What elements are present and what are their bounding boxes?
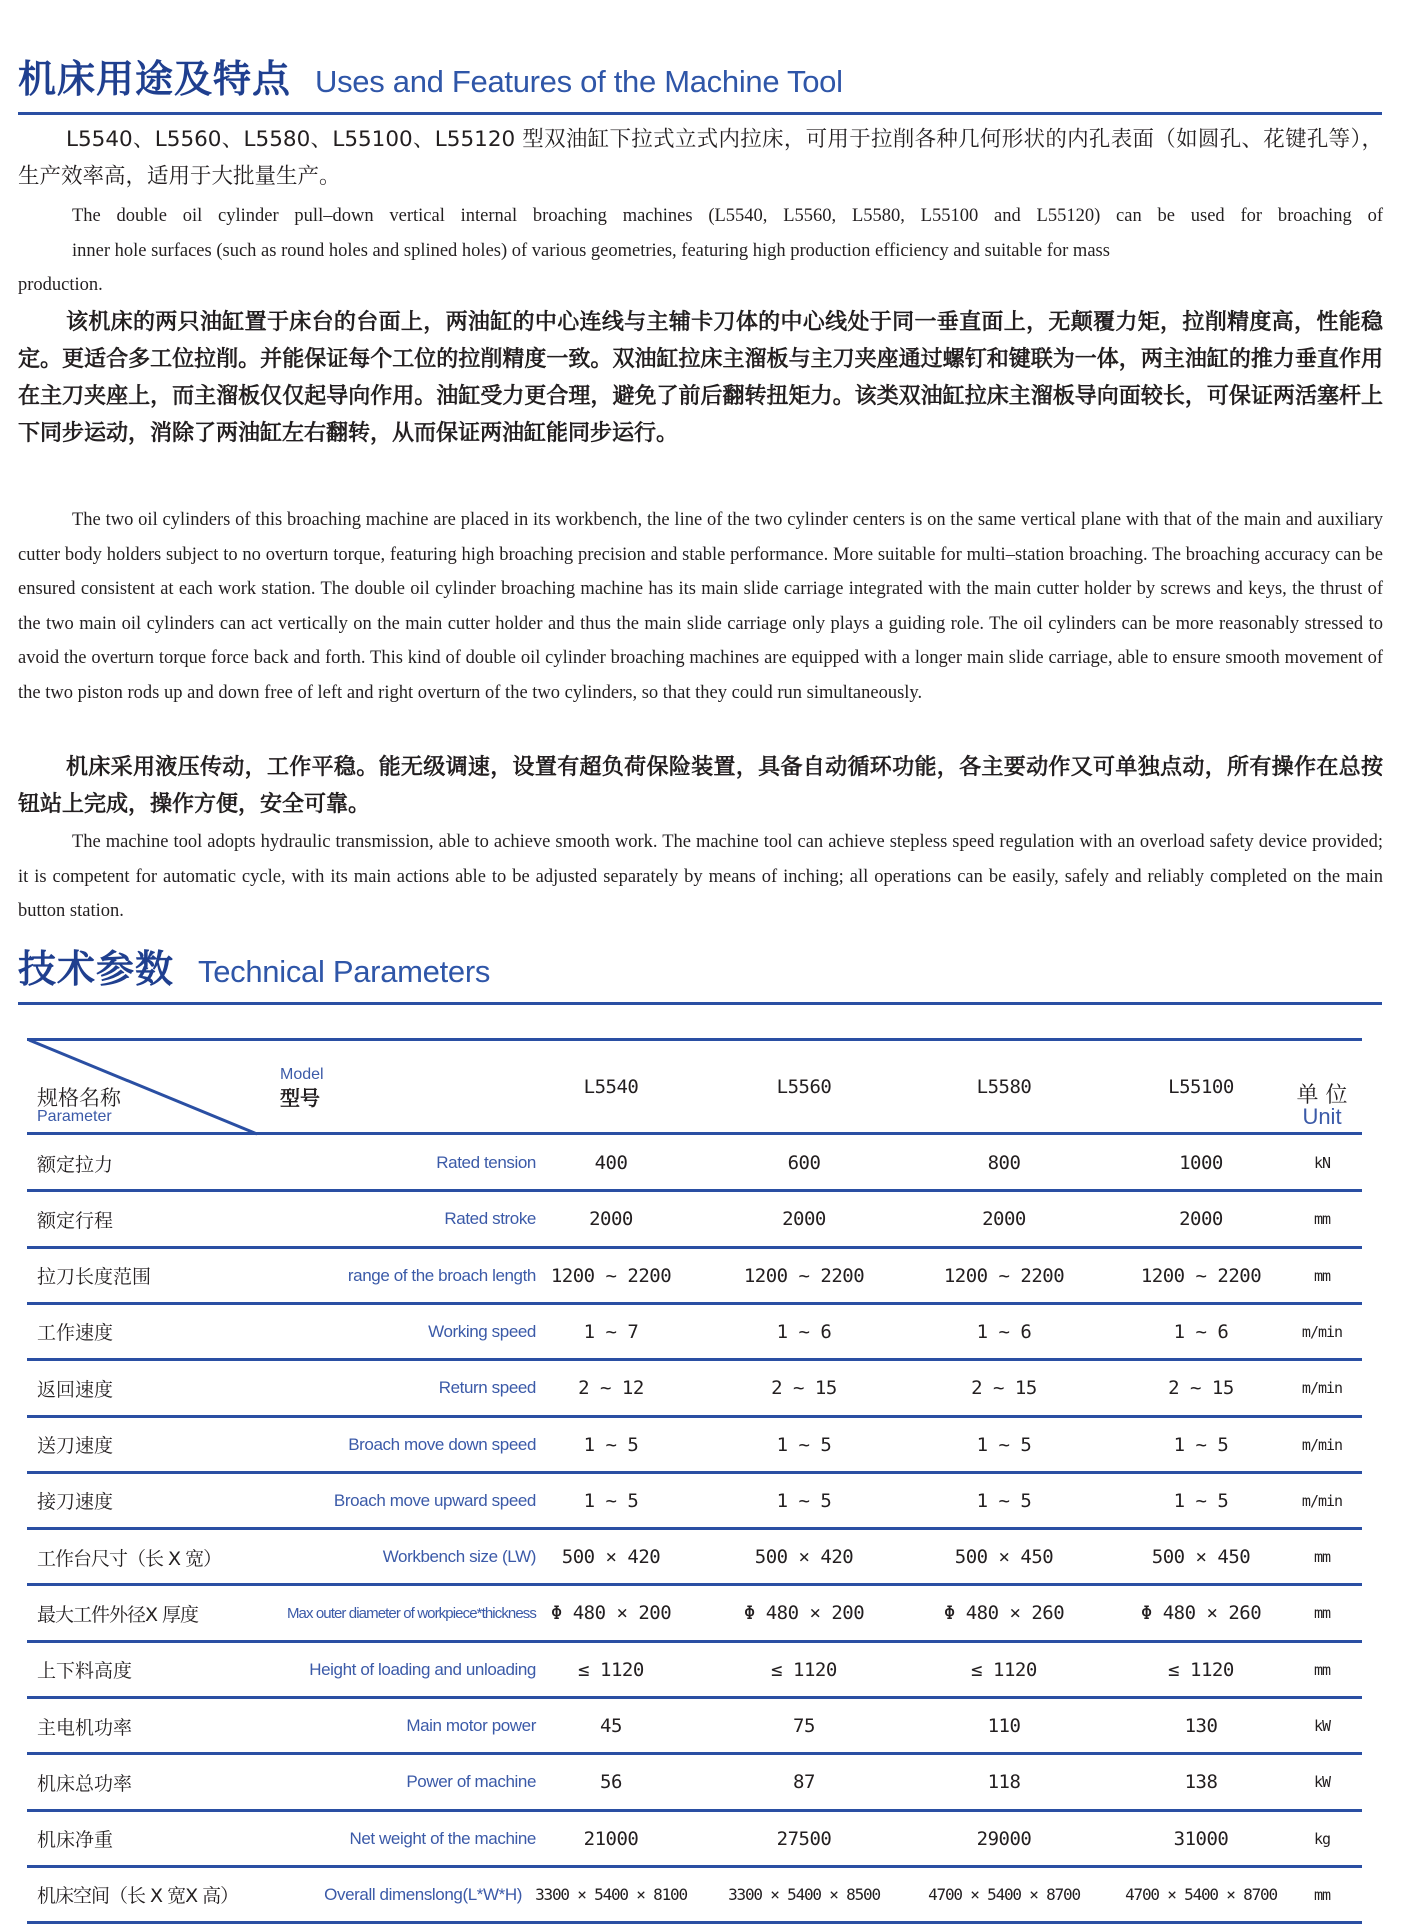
row-label-cn: 工作台尺寸（长 X 宽） xyxy=(37,1547,222,1570)
row-label-cn: 最大工件外径X 厚度 xyxy=(37,1603,199,1626)
table-row xyxy=(27,1248,1362,1304)
row-unit: mm xyxy=(1313,1885,1331,1904)
paragraph-cn-1: L5540、L5560、L5580、L55100、L55120 型双油缸下拉式立式内拉床，可用于拉削各种几何形状的内孔表面（如圆孔、花键孔等），生产效率高，适用于大批量生产。 xyxy=(18,127,1383,189)
row-label-en: Workbench size (LW) xyxy=(382,1547,536,1567)
row-value: 87 xyxy=(793,1771,815,1794)
section-title-cn: 技术参数 xyxy=(18,947,175,991)
row-label-en: Overall dimenslong(L*W*H) xyxy=(324,1884,522,1904)
paragraph-en-1-line-3: production. xyxy=(18,275,103,296)
row-label-cn: 拉刀长度范围 xyxy=(37,1266,152,1289)
table-header xyxy=(27,1038,1362,1134)
row-value: 1 ~ 5 xyxy=(583,1489,639,1512)
table-row xyxy=(27,1698,1362,1754)
row-value: 2000 xyxy=(982,1208,1026,1231)
row-unit: m/min xyxy=(1301,1491,1343,1510)
row-label-cn: 额定拉力 xyxy=(37,1153,114,1176)
row-label-en: Broach move upward speed xyxy=(333,1490,536,1510)
row-value: 500 × 420 xyxy=(561,1546,661,1569)
row-value: 1 ~ 7 xyxy=(583,1320,639,1343)
table-row xyxy=(27,1191,1362,1247)
row-label-en: Net weight of the machine xyxy=(349,1828,536,1848)
row-unit: m/min xyxy=(1301,1322,1343,1341)
paragraph-en-1 xyxy=(18,199,1383,303)
paragraph-en-1-line-1: The double oil cylinder pull–down vertical internal broaching machines (L5540, L5560, L5580, L55100 and L55120) can be used for broaching of xyxy=(72,206,1383,226)
row-label-en: range of the broach length xyxy=(347,1265,536,1285)
section-title-en: Technical Parameters xyxy=(198,954,491,989)
header-param-cn: 规格名称 xyxy=(37,1086,121,1110)
row-label-cn: 机床总功率 xyxy=(37,1772,133,1795)
row-value: 130 xyxy=(1184,1715,1218,1737)
row-label-cn: 送刀速度 xyxy=(37,1435,114,1457)
row-value: 800 xyxy=(987,1152,1021,1174)
row-label-cn: 机床空间（长 X 宽X 高） xyxy=(37,1885,239,1908)
row-value: 110 xyxy=(987,1715,1021,1737)
row-value: 2000 xyxy=(782,1208,826,1231)
row-value: Φ 480 × 260 xyxy=(1140,1602,1262,1625)
section-title-en: Uses and Features of the Machine Tool xyxy=(315,64,843,99)
row-value: 1 ~ 5 xyxy=(976,1489,1032,1512)
row-value: 27500 xyxy=(776,1827,832,1850)
row-value: 1 ~ 5 xyxy=(1173,1489,1229,1512)
row-unit: m/min xyxy=(1301,1435,1343,1454)
row-value: 4700 × 5400 × 8700 xyxy=(928,1885,1080,1905)
row-value: 1 ~ 6 xyxy=(976,1320,1032,1343)
header-model-en: Model xyxy=(280,1066,324,1083)
row-label-en: Return speed xyxy=(438,1378,536,1398)
table-row xyxy=(27,1304,1362,1360)
paragraph-en-1-line-2: inner hole surfaces (such as round holes and splined holes) of various geometries, featuring high production efficiency and suitable for mass xyxy=(72,240,1110,261)
row-value: 1 ~ 5 xyxy=(776,1433,832,1456)
section-title-cn: 机床用途及特点 xyxy=(18,57,292,101)
row-value: 500 × 450 xyxy=(954,1546,1054,1569)
paragraph-cn-2: 该机床的两只油缸置于床台的台面上，两油缸的中心连线与主辅卡刀体的中心线处于同一垂直面上，无颠覆力矩，拉削精度高，性能稳定。更适合多工位拉削。并能保证每个工位的拉削精度一致。双油缸拉床主溜板与主刀夹座通过螺钉和键联为一体，两主油缸的推力垂直作用在主刀夹座上，而主溜板仅仅起导向作用。油缸受力更合理，避免了前后翻转扭矩力。该类双油缸拉床主溜板导向面较长，可保证两活塞杆上下同步运动，消除了两油缸左右翻转，从而保证两油缸能同步运行。 xyxy=(18,310,1383,446)
row-value: 1200 ~ 2200 xyxy=(550,1264,672,1287)
row-unit: mm xyxy=(1313,1548,1331,1567)
row-value: 1200 ~ 2200 xyxy=(943,1264,1065,1287)
table-row xyxy=(27,1867,1362,1923)
row-label-en: Power of machine xyxy=(406,1772,536,1792)
row-label-en: Height of loading and unloading xyxy=(309,1659,536,1679)
table-row xyxy=(27,1754,1362,1810)
row-unit: mm xyxy=(1313,1604,1331,1623)
row-label-cn: 机床净重 xyxy=(37,1829,114,1852)
row-label-en: Working speed xyxy=(428,1321,536,1341)
table-row xyxy=(27,1135,1362,1191)
header-unit-en: Unit xyxy=(1302,1104,1342,1129)
row-unit: mm xyxy=(1313,1266,1331,1285)
row-label-en: Rated tension xyxy=(436,1153,536,1172)
table-row xyxy=(27,1417,1362,1473)
row-label-cn: 主电机功率 xyxy=(37,1716,133,1739)
row-value: 1 ~ 5 xyxy=(976,1433,1032,1456)
row-value: ≤ 1120 xyxy=(771,1658,837,1681)
table-row xyxy=(27,1473,1362,1529)
row-value: 75 xyxy=(793,1715,815,1737)
row-value: 1 ~ 5 xyxy=(583,1433,639,1456)
row-value: 1 ~ 5 xyxy=(1173,1433,1229,1456)
row-value: 1 ~ 6 xyxy=(1173,1320,1229,1343)
row-value: 500 × 420 xyxy=(754,1546,854,1569)
header-unit-cn: 单 位 xyxy=(1296,1083,1348,1108)
row-unit: kg xyxy=(1313,1829,1331,1848)
row-label-cn: 额定行程 xyxy=(37,1209,114,1232)
row-value: 138 xyxy=(1184,1771,1218,1794)
row-label-cn: 接刀速度 xyxy=(37,1491,114,1514)
row-unit: m/min xyxy=(1301,1379,1343,1398)
row-value: Φ 480 × 200 xyxy=(550,1602,672,1625)
row-value: 2000 xyxy=(1179,1208,1223,1231)
row-label-en: Max outer diameter of workpiece*thickness xyxy=(286,1604,536,1622)
header-model-cn: 型号 xyxy=(280,1086,320,1110)
row-value: 500 × 450 xyxy=(1151,1546,1251,1569)
row-value: 2000 xyxy=(589,1208,633,1231)
row-value: 4700 × 5400 × 8700 xyxy=(1125,1885,1277,1905)
row-label-cn: 返回速度 xyxy=(37,1378,114,1401)
row-value: 29000 xyxy=(976,1827,1032,1850)
row-value: ≤ 1120 xyxy=(971,1658,1037,1681)
row-value: 2 ~ 15 xyxy=(971,1377,1037,1400)
row-value: 2 ~ 15 xyxy=(1168,1377,1234,1400)
header-model-4: L55100 xyxy=(1168,1076,1234,1098)
row-unit: kW xyxy=(1313,1773,1331,1792)
row-label-cn: 上下料高度 xyxy=(37,1660,133,1683)
heading-divider xyxy=(18,1002,1382,1005)
row-value: 400 xyxy=(594,1152,628,1174)
row-value: ≤ 1120 xyxy=(578,1658,644,1681)
heading-divider xyxy=(18,112,1382,115)
row-value: 1 ~ 6 xyxy=(776,1320,832,1343)
paragraph-en-3: The machine tool adopts hydraulic transmission, able to achieve smooth work. The machine tool can achieve stepless speed regulation with an overload safety device provided; it is competent for automatic cycle, with its main actions able to be adjusted separately by means of inching; all operations can be easily, safely and reliably completed on the main button station. xyxy=(18,832,1383,922)
row-label-cn: 工作速度 xyxy=(37,1322,114,1345)
row-value: 600 xyxy=(787,1152,821,1174)
row-unit: kN xyxy=(1313,1154,1331,1172)
table-row xyxy=(27,1811,1362,1867)
header-model-1: L5540 xyxy=(583,1076,639,1098)
row-label-en: Rated stroke xyxy=(444,1209,536,1229)
row-value: 2 ~ 15 xyxy=(771,1377,837,1400)
table-row xyxy=(27,1642,1362,1698)
row-value: 3300 × 5400 × 8500 xyxy=(728,1885,880,1905)
row-value: 21000 xyxy=(583,1827,639,1850)
row-value: Φ 480 × 200 xyxy=(743,1602,865,1625)
row-unit: mm xyxy=(1313,1210,1331,1229)
row-unit: mm xyxy=(1313,1660,1331,1679)
row-value: 31000 xyxy=(1173,1827,1229,1850)
section-heading-uses xyxy=(18,48,843,103)
row-value: 45 xyxy=(600,1715,622,1737)
table-row xyxy=(27,1529,1362,1585)
row-value: 2 ~ 12 xyxy=(578,1377,644,1400)
row-label-en: Main motor power xyxy=(406,1716,536,1735)
paragraph-en-2: The two oil cylinders of this broaching machine are placed in its workbench, the line of the two cylinder centers is on the same vertical plane with that of the main and auxiliary cutter body holders subject to no overturn torque, featuring high broaching precision and stable performance. More suitable for multi–station broaching. The broaching accuracy can be ensured consistent at each work station. The double oil cylinder broaching machine has its main slide carriage integrated with the main cutter holder by screws and keys, the thrust of the two main oil cylinders can act vertically on the main cutter holder and thus the main slide carriage only plays a guiding role. The oil cylinders can be more reasonably stressed to avoid the overturn torque force back and forth. This kind of double oil cylinder broaching machines are equipped with a longer main slide carriage, able to ensure smooth movement of the two piston rods up and down free of left and right overturn of the two cylinders, so that they could run simultaneously. xyxy=(18,510,1383,703)
header-model-3: L5580 xyxy=(976,1076,1032,1098)
row-value: 118 xyxy=(987,1771,1021,1794)
row-value: ≤ 1120 xyxy=(1168,1658,1234,1681)
paragraph-cn-3: 机床采用液压传动，工作平稳。能无级调速，设置有超负荷保险装置，具备自动循环功能，各主要动作又可单独点动，所有操作在总按钮站上完成，操作方便，安全可靠。 xyxy=(18,755,1383,817)
row-value: Φ 480 × 260 xyxy=(943,1602,1065,1625)
row-value: 1 ~ 5 xyxy=(776,1489,832,1512)
row-value: 1000 xyxy=(1179,1152,1223,1174)
row-value: 3300 × 5400 × 8100 xyxy=(535,1885,687,1905)
table-row xyxy=(27,1360,1362,1416)
row-value: 1200 ~ 2200 xyxy=(743,1264,865,1287)
row-value: 1200 ~ 2200 xyxy=(1140,1264,1262,1287)
header-param-en: Parameter xyxy=(37,1108,112,1125)
row-label-en: Broach move down speed xyxy=(348,1434,536,1454)
row-value: 56 xyxy=(600,1771,622,1794)
table-row xyxy=(27,1585,1362,1641)
header-model-2: L5560 xyxy=(776,1076,832,1098)
section-heading-technical xyxy=(18,938,490,993)
row-unit: kW xyxy=(1313,1717,1331,1735)
